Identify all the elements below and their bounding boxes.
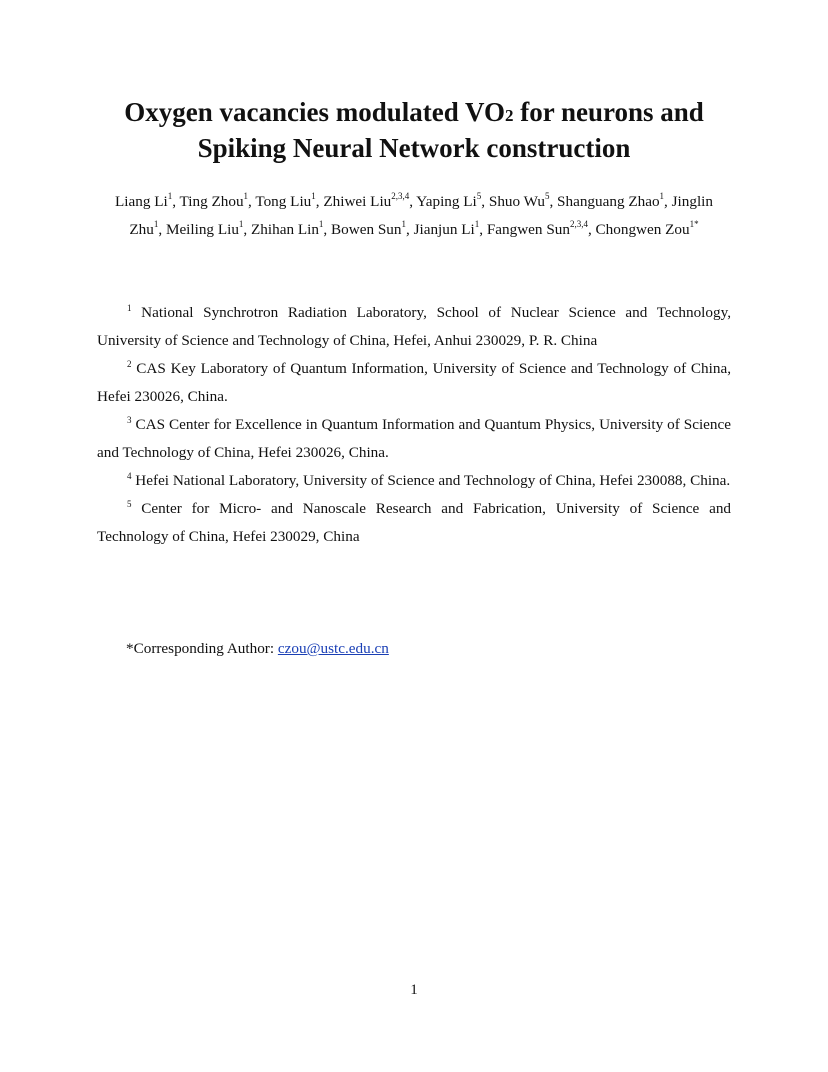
author [595,218,699,238]
author-affiliation-mark: 1 [318,218,324,229]
author-name: Tong Liu [255,193,312,210]
author [165,218,244,238]
affiliation-number: 2 [127,358,132,369]
affiliation-text: Center for Micro- and Nanoscale Research and Fabrication, University of Science and Technology of China, Hefei 230029, China [97,500,732,545]
author-list: Liang Li$^1$, Ting Zhou$^1$, Tong Liu$^1$, Zhiwei Liu$^{2,3,4}$, Yaping Li$^5$, Shuo Wu$^5$, Shanguang Zhao$^1$, Jinglin Zhu$^1$, Meiling Liu$^1$, Zhihan Lin$^1$, Bowen Sun$^1$, Jianjun Li$^1$, Fangwen Sun$^{2,3,4}$, Chongwen Zou$^{1*}$ [114,190,713,238]
author-name: Jinglin Zhu [129,193,713,238]
corresponding-author [126,635,389,663]
affiliation-number: 4 [127,470,132,481]
author-name: Liang Li [114,193,168,210]
author-name: Yaping Li [416,193,477,210]
author-name: Bowen Sun [331,221,402,238]
author [255,190,316,210]
affiliation-text: CAS Key Laboratory of Quantum Information, University of Science and Technology of China, Hefei 230026, China. [97,360,732,405]
affiliation-text: Hefei National Laboratory, University of Science and Technology of China, Hefei 230088, China. [135,472,731,489]
author-name: Fangwen Sun [486,221,570,238]
title-subscript: 2 [504,106,514,125]
author-name: Jianjun Li [413,221,475,238]
author [331,218,406,238]
author [488,190,550,210]
title-line-2: Spiking Neural Network construction [197,133,631,163]
author-affiliation-mark: 1 [167,190,173,201]
page-number: 1 [410,982,418,998]
affiliation-text: National Synchrotron Radiation Laboratory, School of Nuclear Science and Technology, University of Science and Technology of China, Hefei, Anhui 230029, P. R. China [97,304,731,349]
affiliation-text: CAS Center for Excellence in Quantum Information and Quantum Physics, University of Science and Technology of China, Hefei 230026, China. [97,416,732,461]
author-name: Chongwen Zou [595,221,690,238]
title-text-post: for neurons and [513,97,704,127]
author-name: Zhiwei Liu [323,193,392,210]
author-affiliation-mark: 2,3,4 [569,218,588,229]
affiliation-list [97,299,731,551]
corresponding-email-link[interactable]: czou@ustc.edu.cn [277,640,389,657]
author [251,218,324,238]
title-line-1 [60,96,768,132]
author [486,218,588,238]
title-text-pre: Oxygen vacancies modulated VO [124,97,505,127]
affiliation-number: 5 [127,498,132,509]
affiliation-number: 3 [127,414,132,425]
author [413,218,480,238]
author-affiliation-mark: 1 [474,218,480,229]
affiliation-item [97,467,731,495]
paper-title [60,96,768,164]
author-name: Ting Zhou [179,193,244,210]
affiliation-item [97,495,731,551]
author-affiliation-mark: 1 [311,190,316,201]
author [557,190,665,210]
author-name: Meiling Liu [165,221,239,238]
author-name: Zhihan Lin [251,221,319,238]
affiliation-item [97,355,731,411]
author-affiliation-mark: 1 [401,218,406,229]
author-affiliation-mark: 1 [659,190,665,201]
author [323,190,410,210]
author [179,190,249,210]
author [114,190,173,210]
author-affiliation-mark: 5 [544,190,550,201]
author-affiliation-mark: 2,3,4 [391,190,410,201]
author-name: Shuo Wu [488,193,545,210]
affiliation-item [97,411,731,467]
author-affiliation-mark: 1 [153,218,159,229]
author-affiliation-mark: 1 [243,190,249,201]
author-name: Shanguang Zhao [557,193,660,210]
author [416,190,482,210]
author-affiliation-mark: 1 [238,218,244,229]
author-affiliation-mark: 5 [476,190,482,201]
author-affiliation-mark: 1* [689,218,699,229]
affiliation-item [97,299,731,355]
corresponding-label: *Corresponding Author: [126,640,278,657]
affiliation-number: 1 [127,302,132,313]
